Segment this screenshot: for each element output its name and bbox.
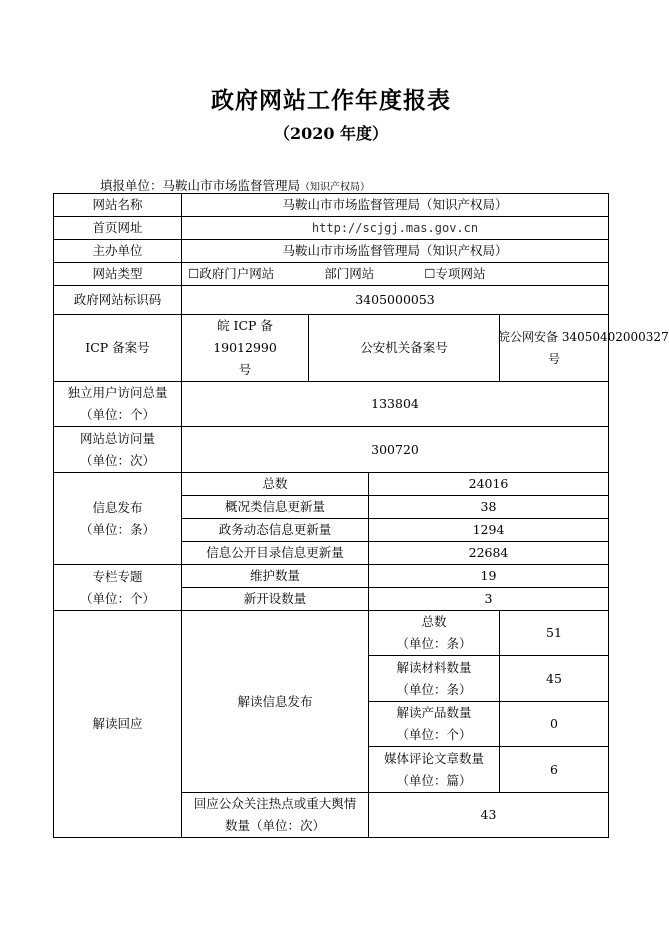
info-news-label: 政务动态信息更新量 bbox=[182, 519, 369, 542]
table-row bbox=[54, 473, 609, 496]
total-visits-label bbox=[54, 427, 182, 473]
interp-media-label-line2: （单位：篇） bbox=[396, 772, 472, 788]
interp-products-label-line2: （单位：个） bbox=[396, 727, 472, 742]
columns-maintained-label: 维护数量 bbox=[182, 565, 369, 588]
table-row bbox=[54, 427, 609, 473]
table-row bbox=[54, 263, 609, 286]
site-name-value: 马鞍山市市场监督管理局（知识产权局） bbox=[182, 194, 609, 217]
police-record-line1: 皖公网安备 34050402000327 bbox=[498, 330, 669, 344]
response-label-line1: 回应公众关注热点或重大舆情 bbox=[193, 796, 357, 811]
unique-visitors-value: 133804 bbox=[182, 382, 609, 427]
interp-materials-label-line1: 解读材料数量 bbox=[396, 659, 472, 675]
report-year: （2020 年度） bbox=[273, 124, 389, 143]
interp-total-label bbox=[369, 611, 500, 656]
interp-materials-value: 45 bbox=[500, 656, 609, 702]
site-type-portal[interactable]: ☐政府门户网站 bbox=[188, 266, 275, 281]
site-type-label: 网站类型 bbox=[54, 263, 182, 286]
interp-total-label-line1: 总数 bbox=[421, 614, 447, 629]
response-label bbox=[182, 793, 369, 838]
columns-label-line1: 专栏专题 bbox=[92, 568, 143, 584]
interpretation-label: 解读回应 bbox=[54, 611, 182, 838]
total-visits-label-line1: 网站总访问量 bbox=[79, 430, 155, 446]
response-label-line2: 数量（单位：次） bbox=[224, 818, 325, 833]
info-disclosure-value: 22684 bbox=[369, 542, 609, 565]
table-row bbox=[54, 240, 609, 263]
info-news-value: 1294 bbox=[369, 519, 609, 542]
interp-materials-label bbox=[369, 656, 500, 702]
unique-visitors-label-line1: 独立用户访问总量 bbox=[67, 385, 168, 400]
columns-maintained-value: 19 bbox=[369, 565, 609, 588]
table-row bbox=[54, 565, 609, 588]
police-record-value bbox=[498, 315, 669, 382]
site-type-options bbox=[182, 263, 609, 286]
site-type-special[interactable]: ☐专项网站 bbox=[424, 266, 486, 281]
interpretation-publish-label: 解读信息发布 bbox=[182, 611, 369, 793]
unique-visitors-label bbox=[54, 382, 182, 427]
interp-media-value: 6 bbox=[500, 747, 609, 793]
interp-total-value: 51 bbox=[500, 611, 609, 656]
interp-products-value: 0 bbox=[500, 702, 609, 747]
police-record-label: 公安机关备案号 bbox=[309, 315, 500, 382]
icp-value-line1: 皖 ICP 备 19012990 bbox=[213, 318, 277, 355]
columns-label bbox=[54, 565, 182, 611]
homepage-label: 首页网址 bbox=[54, 217, 182, 240]
table-row bbox=[54, 217, 609, 240]
report-table bbox=[53, 193, 669, 838]
table-row bbox=[54, 286, 609, 315]
filler-unit bbox=[100, 176, 370, 194]
info-publish-label-line2: （单位：条） bbox=[79, 521, 155, 537]
columns-new-label: 新开设数量 bbox=[182, 588, 369, 611]
table-row bbox=[54, 315, 609, 382]
police-record-line2: 号 bbox=[548, 352, 561, 366]
info-overview-label: 概况类信息更新量 bbox=[182, 496, 369, 519]
columns-new-value: 3 bbox=[369, 588, 609, 611]
homepage-url[interactable]: http://scjgj.mas.gov.cn bbox=[182, 217, 609, 240]
info-total-value: 24016 bbox=[369, 473, 609, 496]
site-id-value: 3405000053 bbox=[182, 286, 609, 315]
icp-label: ICP 备案号 bbox=[54, 315, 182, 382]
unique-visitors-label-line2: （单位：个） bbox=[79, 407, 155, 422]
filler-name: 马鞍山市市场监督管理局 bbox=[162, 178, 301, 193]
report-title: 政府网站工作年度报表 bbox=[211, 87, 451, 114]
site-type-department[interactable]: 部门网站 bbox=[324, 266, 375, 281]
filler-label: 填报单位： bbox=[100, 178, 163, 193]
info-total-label: 总数 bbox=[182, 473, 369, 496]
info-overview-value: 38 bbox=[369, 496, 609, 519]
interp-products-label-line1: 解读产品数量 bbox=[396, 705, 472, 720]
icp-value-line2: 号 bbox=[238, 362, 252, 377]
total-visits-label-line2: （单位：次） bbox=[79, 452, 155, 468]
interp-media-label bbox=[369, 747, 500, 793]
table-row bbox=[54, 382, 609, 427]
interp-media-label-line1: 媒体评论文章数量 bbox=[383, 750, 484, 766]
interp-products-label bbox=[369, 702, 500, 747]
columns-label-line2: （单位：个） bbox=[79, 590, 155, 606]
table-row bbox=[54, 194, 609, 217]
sponsor-value: 马鞍山市市场监督管理局（知识产权局） bbox=[182, 240, 609, 263]
interp-materials-label-line2: （单位：条） bbox=[396, 681, 472, 697]
interp-total-label-line2: （单位：条） bbox=[396, 636, 472, 651]
response-value: 43 bbox=[369, 793, 609, 838]
filler-note: （知识产权局） bbox=[300, 182, 371, 193]
table-row bbox=[54, 611, 609, 656]
icp-value bbox=[182, 315, 309, 382]
total-visits-value: 300720 bbox=[182, 427, 609, 473]
info-disclosure-label: 信息公开目录信息更新量 bbox=[182, 542, 369, 565]
info-publish-label-line1: 信息发布 bbox=[92, 499, 143, 515]
site-id-label: 政府网站标识码 bbox=[54, 286, 182, 315]
info-publish-label bbox=[54, 473, 182, 565]
sponsor-label: 主办单位 bbox=[54, 240, 182, 263]
site-name-label: 网站名称 bbox=[54, 194, 182, 217]
